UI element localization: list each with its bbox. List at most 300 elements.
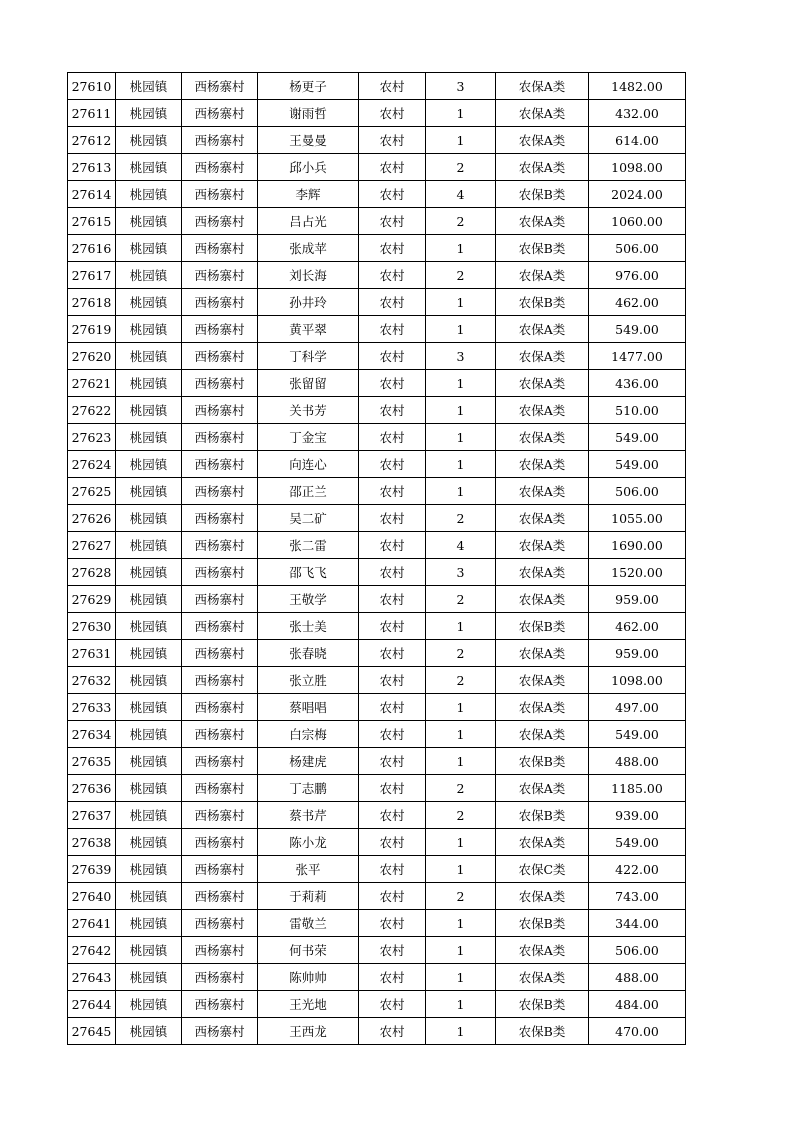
household-type-cell: 农村	[359, 127, 426, 154]
name-cell: 王敬学	[258, 586, 359, 613]
member-count-cell: 1	[426, 991, 496, 1018]
household-type-cell: 农村	[359, 1018, 426, 1045]
member-count-cell: 2	[426, 154, 496, 181]
table-row	[68, 424, 686, 451]
table-row	[68, 370, 686, 397]
table-row	[68, 667, 686, 694]
town-cell: 桃园镇	[116, 694, 182, 721]
member-count-cell: 1	[426, 100, 496, 127]
household-type-cell: 农村	[359, 343, 426, 370]
town-cell: 桃园镇	[116, 559, 182, 586]
table-row	[68, 910, 686, 937]
table-row	[68, 478, 686, 505]
town-cell: 桃园镇	[116, 775, 182, 802]
record-id-cell: 27631	[68, 640, 116, 667]
amount-cell: 488.00	[589, 748, 686, 775]
amount-cell: 506.00	[589, 478, 686, 505]
name-cell: 丁志鹏	[258, 775, 359, 802]
record-id-cell: 27612	[68, 127, 116, 154]
member-count-cell: 2	[426, 640, 496, 667]
name-cell: 张二雷	[258, 532, 359, 559]
record-id-cell: 27640	[68, 883, 116, 910]
village-cell: 西杨寨村	[182, 532, 258, 559]
household-type-cell: 农村	[359, 586, 426, 613]
record-id-cell: 27626	[68, 505, 116, 532]
table-row	[68, 613, 686, 640]
household-type-cell: 农村	[359, 721, 426, 748]
member-count-cell: 1	[426, 748, 496, 775]
name-cell: 邵飞飞	[258, 559, 359, 586]
category-cell: 农保C类	[496, 856, 589, 883]
town-cell: 桃园镇	[116, 964, 182, 991]
amount-cell: 506.00	[589, 937, 686, 964]
household-type-cell: 农村	[359, 964, 426, 991]
name-cell: 陈小龙	[258, 829, 359, 856]
category-cell: 农保A类	[496, 451, 589, 478]
record-id-cell: 27617	[68, 262, 116, 289]
household-type-cell: 农村	[359, 289, 426, 316]
amount-cell: 432.00	[589, 100, 686, 127]
amount-cell: 506.00	[589, 235, 686, 262]
village-cell: 西杨寨村	[182, 397, 258, 424]
category-cell: 农保A类	[496, 262, 589, 289]
town-cell: 桃园镇	[116, 505, 182, 532]
record-id-cell: 27623	[68, 424, 116, 451]
village-cell: 西杨寨村	[182, 127, 258, 154]
household-type-cell: 农村	[359, 694, 426, 721]
record-id-cell: 27621	[68, 370, 116, 397]
household-type-cell: 农村	[359, 910, 426, 937]
amount-cell: 422.00	[589, 856, 686, 883]
name-cell: 张留留	[258, 370, 359, 397]
village-cell: 西杨寨村	[182, 613, 258, 640]
member-count-cell: 4	[426, 532, 496, 559]
table-body	[68, 73, 686, 1045]
category-cell: 农保B类	[496, 748, 589, 775]
name-cell: 张春晓	[258, 640, 359, 667]
town-cell: 桃园镇	[116, 748, 182, 775]
record-id-cell: 27618	[68, 289, 116, 316]
household-type-cell: 农村	[359, 748, 426, 775]
amount-cell: 1098.00	[589, 154, 686, 181]
record-id-cell: 27645	[68, 1018, 116, 1045]
member-count-cell: 4	[426, 181, 496, 208]
name-cell: 杨建虎	[258, 748, 359, 775]
category-cell: 农保A类	[496, 559, 589, 586]
amount-cell: 959.00	[589, 640, 686, 667]
name-cell: 白宗梅	[258, 721, 359, 748]
category-cell: 农保A类	[496, 721, 589, 748]
town-cell: 桃园镇	[116, 289, 182, 316]
town-cell: 桃园镇	[116, 73, 182, 100]
name-cell: 丁科学	[258, 343, 359, 370]
village-cell: 西杨寨村	[182, 181, 258, 208]
record-id-cell: 27627	[68, 532, 116, 559]
record-id-cell: 27611	[68, 100, 116, 127]
town-cell: 桃园镇	[116, 478, 182, 505]
member-count-cell: 1	[426, 478, 496, 505]
table-row	[68, 289, 686, 316]
town-cell: 桃园镇	[116, 883, 182, 910]
table-row	[68, 73, 686, 100]
village-cell: 西杨寨村	[182, 721, 258, 748]
amount-cell: 1520.00	[589, 559, 686, 586]
village-cell: 西杨寨村	[182, 370, 258, 397]
name-cell: 杨更子	[258, 73, 359, 100]
household-type-cell: 农村	[359, 262, 426, 289]
category-cell: 农保B类	[496, 910, 589, 937]
village-cell: 西杨寨村	[182, 667, 258, 694]
village-cell: 西杨寨村	[182, 505, 258, 532]
amount-cell: 549.00	[589, 721, 686, 748]
amount-cell: 614.00	[589, 127, 686, 154]
name-cell: 陈帅帅	[258, 964, 359, 991]
town-cell: 桃园镇	[116, 262, 182, 289]
name-cell: 蔡唱唱	[258, 694, 359, 721]
record-id-cell: 27613	[68, 154, 116, 181]
table-row	[68, 181, 686, 208]
town-cell: 桃园镇	[116, 451, 182, 478]
member-count-cell: 2	[426, 262, 496, 289]
village-cell: 西杨寨村	[182, 964, 258, 991]
town-cell: 桃园镇	[116, 100, 182, 127]
category-cell: 农保B类	[496, 289, 589, 316]
member-count-cell: 3	[426, 343, 496, 370]
member-count-cell: 3	[426, 73, 496, 100]
record-id-cell: 27633	[68, 694, 116, 721]
village-cell: 西杨寨村	[182, 829, 258, 856]
name-cell: 于莉莉	[258, 883, 359, 910]
name-cell: 孙井玲	[258, 289, 359, 316]
town-cell: 桃园镇	[116, 829, 182, 856]
village-cell: 西杨寨村	[182, 100, 258, 127]
town-cell: 桃园镇	[116, 532, 182, 559]
village-cell: 西杨寨村	[182, 208, 258, 235]
category-cell: 农保A类	[496, 343, 589, 370]
record-id-cell: 27634	[68, 721, 116, 748]
village-cell: 西杨寨村	[182, 856, 258, 883]
category-cell: 农保A类	[496, 424, 589, 451]
record-id-cell: 27635	[68, 748, 116, 775]
category-cell: 农保B类	[496, 802, 589, 829]
category-cell: 农保A类	[496, 775, 589, 802]
record-id-cell: 27632	[68, 667, 116, 694]
amount-cell: 510.00	[589, 397, 686, 424]
table-row	[68, 100, 686, 127]
name-cell: 刘长海	[258, 262, 359, 289]
town-cell: 桃园镇	[116, 343, 182, 370]
record-id-cell: 27622	[68, 397, 116, 424]
amount-cell: 2024.00	[589, 181, 686, 208]
amount-cell: 1482.00	[589, 73, 686, 100]
name-cell: 邵正兰	[258, 478, 359, 505]
member-count-cell: 1	[426, 721, 496, 748]
table-row	[68, 127, 686, 154]
amount-cell: 436.00	[589, 370, 686, 397]
name-cell: 关书芳	[258, 397, 359, 424]
table-row	[68, 559, 686, 586]
record-id-cell: 27614	[68, 181, 116, 208]
table-row	[68, 235, 686, 262]
table-row	[68, 397, 686, 424]
table-row	[68, 748, 686, 775]
amount-cell: 743.00	[589, 883, 686, 910]
category-cell: 农保B类	[496, 613, 589, 640]
town-cell: 桃园镇	[116, 235, 182, 262]
town-cell: 桃园镇	[116, 208, 182, 235]
record-id-cell: 27610	[68, 73, 116, 100]
village-cell: 西杨寨村	[182, 586, 258, 613]
record-id-cell: 27629	[68, 586, 116, 613]
member-count-cell: 1	[426, 964, 496, 991]
record-id-cell: 27616	[68, 235, 116, 262]
category-cell: 农保B类	[496, 181, 589, 208]
amount-cell: 1185.00	[589, 775, 686, 802]
amount-cell: 976.00	[589, 262, 686, 289]
category-cell: 农保A类	[496, 667, 589, 694]
amount-cell: 497.00	[589, 694, 686, 721]
category-cell: 农保A类	[496, 100, 589, 127]
record-id-cell: 27643	[68, 964, 116, 991]
town-cell: 桃园镇	[116, 856, 182, 883]
name-cell: 王曼曼	[258, 127, 359, 154]
table-row	[68, 802, 686, 829]
household-type-cell: 农村	[359, 937, 426, 964]
household-type-cell: 农村	[359, 451, 426, 478]
town-cell: 桃园镇	[116, 667, 182, 694]
village-cell: 西杨寨村	[182, 235, 258, 262]
member-count-cell: 2	[426, 667, 496, 694]
record-id-cell: 27642	[68, 937, 116, 964]
table-row	[68, 694, 686, 721]
category-cell: 农保A类	[496, 208, 589, 235]
table-row	[68, 883, 686, 910]
member-count-cell: 1	[426, 856, 496, 883]
village-cell: 西杨寨村	[182, 262, 258, 289]
table-row	[68, 343, 686, 370]
category-cell: 农保A类	[496, 397, 589, 424]
category-cell: 农保A类	[496, 154, 589, 181]
record-id-cell: 27644	[68, 991, 116, 1018]
category-cell: 农保A类	[496, 127, 589, 154]
record-id-cell: 27615	[68, 208, 116, 235]
household-type-cell: 农村	[359, 559, 426, 586]
table-row	[68, 964, 686, 991]
record-id-cell: 27636	[68, 775, 116, 802]
household-type-cell: 农村	[359, 829, 426, 856]
amount-cell: 549.00	[589, 424, 686, 451]
table-row	[68, 154, 686, 181]
member-count-cell: 2	[426, 208, 496, 235]
household-type-cell: 农村	[359, 775, 426, 802]
village-cell: 西杨寨村	[182, 316, 258, 343]
table-row	[68, 505, 686, 532]
amount-cell: 344.00	[589, 910, 686, 937]
household-type-cell: 农村	[359, 856, 426, 883]
household-type-cell: 农村	[359, 424, 426, 451]
member-count-cell: 1	[426, 451, 496, 478]
member-count-cell: 1	[426, 694, 496, 721]
record-id-cell: 27639	[68, 856, 116, 883]
household-type-cell: 农村	[359, 802, 426, 829]
town-cell: 桃园镇	[116, 802, 182, 829]
village-cell: 西杨寨村	[182, 694, 258, 721]
household-type-cell: 农村	[359, 478, 426, 505]
record-id-cell: 27628	[68, 559, 116, 586]
town-cell: 桃园镇	[116, 316, 182, 343]
record-id-cell: 27624	[68, 451, 116, 478]
member-count-cell: 3	[426, 559, 496, 586]
name-cell: 黄平翠	[258, 316, 359, 343]
amount-cell: 462.00	[589, 613, 686, 640]
town-cell: 桃园镇	[116, 937, 182, 964]
amount-cell: 549.00	[589, 451, 686, 478]
member-count-cell: 1	[426, 424, 496, 451]
household-type-cell: 农村	[359, 991, 426, 1018]
member-count-cell: 1	[426, 289, 496, 316]
town-cell: 桃园镇	[116, 991, 182, 1018]
record-id-cell: 27619	[68, 316, 116, 343]
table-row	[68, 316, 686, 343]
household-type-cell: 农村	[359, 397, 426, 424]
amount-cell: 1060.00	[589, 208, 686, 235]
member-count-cell: 2	[426, 586, 496, 613]
name-cell: 丁金宝	[258, 424, 359, 451]
name-cell: 张平	[258, 856, 359, 883]
village-cell: 西杨寨村	[182, 937, 258, 964]
village-cell: 西杨寨村	[182, 154, 258, 181]
village-cell: 西杨寨村	[182, 478, 258, 505]
village-cell: 西杨寨村	[182, 559, 258, 586]
household-type-cell: 农村	[359, 505, 426, 532]
town-cell: 桃园镇	[116, 181, 182, 208]
household-type-cell: 农村	[359, 208, 426, 235]
member-count-cell: 1	[426, 829, 496, 856]
household-type-cell: 农村	[359, 73, 426, 100]
amount-cell: 549.00	[589, 316, 686, 343]
record-id-cell: 27625	[68, 478, 116, 505]
name-cell: 雷敬兰	[258, 910, 359, 937]
household-type-cell: 农村	[359, 181, 426, 208]
category-cell: 农保A类	[496, 586, 589, 613]
village-cell: 西杨寨村	[182, 289, 258, 316]
table-row	[68, 721, 686, 748]
member-count-cell: 2	[426, 775, 496, 802]
household-type-cell: 农村	[359, 613, 426, 640]
member-count-cell: 2	[426, 883, 496, 910]
amount-cell: 1098.00	[589, 667, 686, 694]
member-count-cell: 1	[426, 613, 496, 640]
category-cell: 农保A类	[496, 370, 589, 397]
category-cell: 农保A类	[496, 694, 589, 721]
household-type-cell: 农村	[359, 316, 426, 343]
member-count-cell: 2	[426, 802, 496, 829]
amount-cell: 1690.00	[589, 532, 686, 559]
member-count-cell: 1	[426, 235, 496, 262]
table-row	[68, 262, 686, 289]
household-type-cell: 农村	[359, 100, 426, 127]
town-cell: 桃园镇	[116, 397, 182, 424]
record-id-cell: 27638	[68, 829, 116, 856]
name-cell: 王西龙	[258, 1018, 359, 1045]
table-row	[68, 856, 686, 883]
village-cell: 西杨寨村	[182, 424, 258, 451]
category-cell: 农保A类	[496, 964, 589, 991]
amount-cell: 1055.00	[589, 505, 686, 532]
member-count-cell: 1	[426, 316, 496, 343]
household-type-cell: 农村	[359, 532, 426, 559]
name-cell: 张成苹	[258, 235, 359, 262]
member-count-cell: 1	[426, 1018, 496, 1045]
town-cell: 桃园镇	[116, 613, 182, 640]
amount-cell: 470.00	[589, 1018, 686, 1045]
category-cell: 农保B类	[496, 235, 589, 262]
name-cell: 王光地	[258, 991, 359, 1018]
member-count-cell: 1	[426, 910, 496, 937]
village-cell: 西杨寨村	[182, 640, 258, 667]
category-cell: 农保A类	[496, 532, 589, 559]
town-cell: 桃园镇	[116, 424, 182, 451]
name-cell: 张立胜	[258, 667, 359, 694]
town-cell: 桃园镇	[116, 640, 182, 667]
record-id-cell: 27641	[68, 910, 116, 937]
village-cell: 西杨寨村	[182, 1018, 258, 1045]
table-row	[68, 1018, 686, 1045]
town-cell: 桃园镇	[116, 721, 182, 748]
town-cell: 桃园镇	[116, 910, 182, 937]
category-cell: 农保A类	[496, 316, 589, 343]
table-row	[68, 208, 686, 235]
table-row	[68, 586, 686, 613]
village-cell: 西杨寨村	[182, 991, 258, 1018]
household-type-cell: 农村	[359, 883, 426, 910]
category-cell: 农保A类	[496, 829, 589, 856]
village-cell: 西杨寨村	[182, 343, 258, 370]
relief-roster-table	[67, 72, 686, 1045]
village-cell: 西杨寨村	[182, 73, 258, 100]
village-cell: 西杨寨村	[182, 910, 258, 937]
town-cell: 桃园镇	[116, 154, 182, 181]
amount-cell: 462.00	[589, 289, 686, 316]
table-row	[68, 640, 686, 667]
village-cell: 西杨寨村	[182, 451, 258, 478]
member-count-cell: 1	[426, 937, 496, 964]
name-cell: 谢雨哲	[258, 100, 359, 127]
table-row	[68, 991, 686, 1018]
town-cell: 桃园镇	[116, 127, 182, 154]
record-id-cell: 27620	[68, 343, 116, 370]
village-cell: 西杨寨村	[182, 775, 258, 802]
town-cell: 桃园镇	[116, 1018, 182, 1045]
category-cell: 农保A类	[496, 640, 589, 667]
town-cell: 桃园镇	[116, 586, 182, 613]
record-id-cell: 27637	[68, 802, 116, 829]
name-cell: 吴二矿	[258, 505, 359, 532]
household-type-cell: 农村	[359, 640, 426, 667]
village-cell: 西杨寨村	[182, 748, 258, 775]
record-id-cell: 27630	[68, 613, 116, 640]
amount-cell: 1477.00	[589, 343, 686, 370]
village-cell: 西杨寨村	[182, 883, 258, 910]
category-cell: 农保A类	[496, 73, 589, 100]
category-cell: 农保A类	[496, 478, 589, 505]
member-count-cell: 1	[426, 370, 496, 397]
member-count-cell: 1	[426, 397, 496, 424]
town-cell: 桃园镇	[116, 370, 182, 397]
amount-cell: 939.00	[589, 802, 686, 829]
category-cell: 农保A类	[496, 505, 589, 532]
name-cell: 吕占光	[258, 208, 359, 235]
